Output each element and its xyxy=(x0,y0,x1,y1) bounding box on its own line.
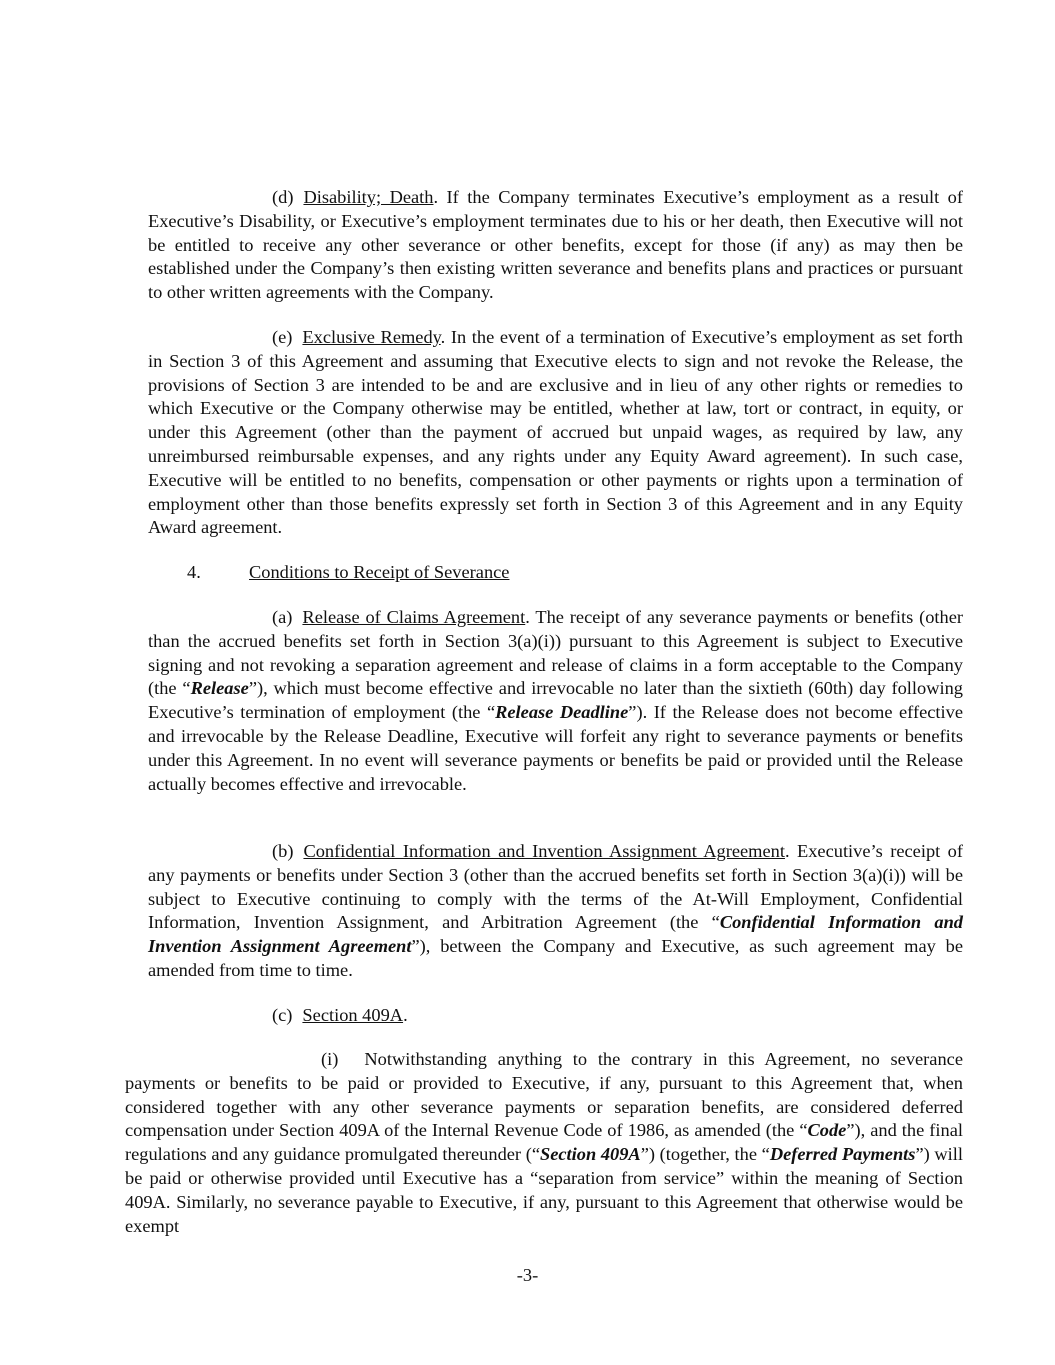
section-a-label: (a) xyxy=(272,607,293,627)
section-c-i-term-deferred: Deferred Payments xyxy=(769,1144,916,1165)
section-a-title: Release of Claims Agreement xyxy=(302,607,526,627)
section-b-title: Confidential Information and Invention Assignment Agreement xyxy=(303,841,785,861)
section-4-number: 4. xyxy=(187,562,201,582)
section-d-paragraph xyxy=(148,186,963,305)
section-4-heading xyxy=(187,561,887,585)
section-c-i-body-4: ”) will be paid or otherwise provided until Executive has a “separation from service” within the meaning of Section 409A. Similarly, no severance payable to Executive, if any, pursuant to this Agreement that otherwise would be exempt xyxy=(125,1144,964,1236)
section-c-i-body-3: ”) (together, the “ xyxy=(640,1144,770,1165)
section-c-title: Section 409A xyxy=(302,1005,404,1025)
section-b-body-2: ”), between the Company and Executive, as such agreement may be amended from time to time. xyxy=(148,936,964,980)
section-d-label: (d) xyxy=(272,187,294,207)
section-a-paragraph xyxy=(148,606,963,796)
section-4-title: Conditions to Receipt of Severance xyxy=(249,562,510,582)
section-c-i-term-409a: Section 409A xyxy=(540,1144,641,1165)
section-e-title: Exclusive Remedy xyxy=(302,327,441,347)
section-d-title: Disability; Death xyxy=(303,187,434,207)
section-a-term-release-deadline: Release Deadline xyxy=(495,702,629,723)
section-a-body-3: ”). If the Release does not become effective and irrevocable by the Release Deadline, Executive will forfeit any right to severance payments or benefits under this Agreement. In no event will severance payments or benefits be paid or provided until the Release actually becomes effective and irrevocable. xyxy=(148,702,963,794)
section-c-i-term-code: Code xyxy=(807,1120,847,1141)
page-number: -3- xyxy=(516,1265,539,1285)
section-b-paragraph xyxy=(148,840,963,983)
section-a-body-1: . The receipt of any severance payments or benefits (other than the accrued benefits set forth in Section 3(a)(i)) pursuant to this Agreement is subject to Executive signing and not revoking a separation agreement and release of claims in a form acceptable to the Company (the “ xyxy=(148,607,963,699)
section-c-i-paragraph xyxy=(125,1048,963,1238)
section-c-i-body-2: ”), and the final regulations and any guidance promulgated thereunder (“ xyxy=(125,1120,963,1165)
section-c-heading xyxy=(272,1004,872,1028)
section-b-label: (b) xyxy=(272,841,294,861)
section-d-body: . If the Company terminates Executive’s employment as a result of Executive’s Disability, or Executive’s employment terminates due to his or her death, then Executive will not be entitled to receive any other severance or other benefits, except for those (if any) as may then be established under the Company’s then existing written severance and benefits plans and practices or pursuant to other written agreements with the Company. xyxy=(148,187,963,303)
section-a-body-2: ”), which must become effective and irrevocable no later than the sixtieth (60th) day following Executive’s termination of employment (the “ xyxy=(148,678,964,723)
section-e-label: (e) xyxy=(272,327,293,347)
section-a-term-release: Release xyxy=(190,678,249,699)
section-c-i-body-1: Notwithstanding anything to the contrary in this Agreement, no severance payments or benefits to be paid or provided to Executive, if any, pursuant to this Agreement that, when considered together with any other severance payments or separation benefits, are considered deferred compensation under Section 409A of the Internal Revenue Code of 1986, as amended (the “ xyxy=(125,1049,963,1141)
section-e-body: . In the event of a termination of Executive’s employment as set forth in Section 3 of this Agreement and assuming that Executive elects to sign and not revoke the Release, the provisions of Section 3 are intended to be and are exclusive and in lieu of any other rights or remedies to which Executive or the Company otherwise may be entitled, whether at law, tort or contract, in equity, or under this Agreement (other than the payment of accrued but unpaid wages, as required by law, any unreimbursed reimbursable expenses, and any rights under any Equity Award agreement). In such case, Executive will be entitled to no benefits, compensation or other payments or rights upon a termination of employment other than those benefits expressly set forth in Section 3 of this Agreement and in any Equity Award agreement. xyxy=(148,327,964,538)
section-c-suffix: . xyxy=(403,1005,408,1025)
section-c-i-label: (i) xyxy=(321,1049,339,1069)
section-c-label: (c) xyxy=(272,1005,293,1025)
section-b-term-ciiaa: Confidential Information and Invention Assignment Agreement xyxy=(148,912,963,957)
section-b-body-1: . Executive’s receipt of any payments or benefits under Section 3 (other than the accrued benefits set forth in Section 3(a)(i)) will be subject to Executive continuing to comply with the terms of the At-Will Employment, Confidential Information, Invention Assignment, and Arbitration Agreement (the “ xyxy=(148,841,963,933)
section-e-paragraph xyxy=(148,326,963,540)
